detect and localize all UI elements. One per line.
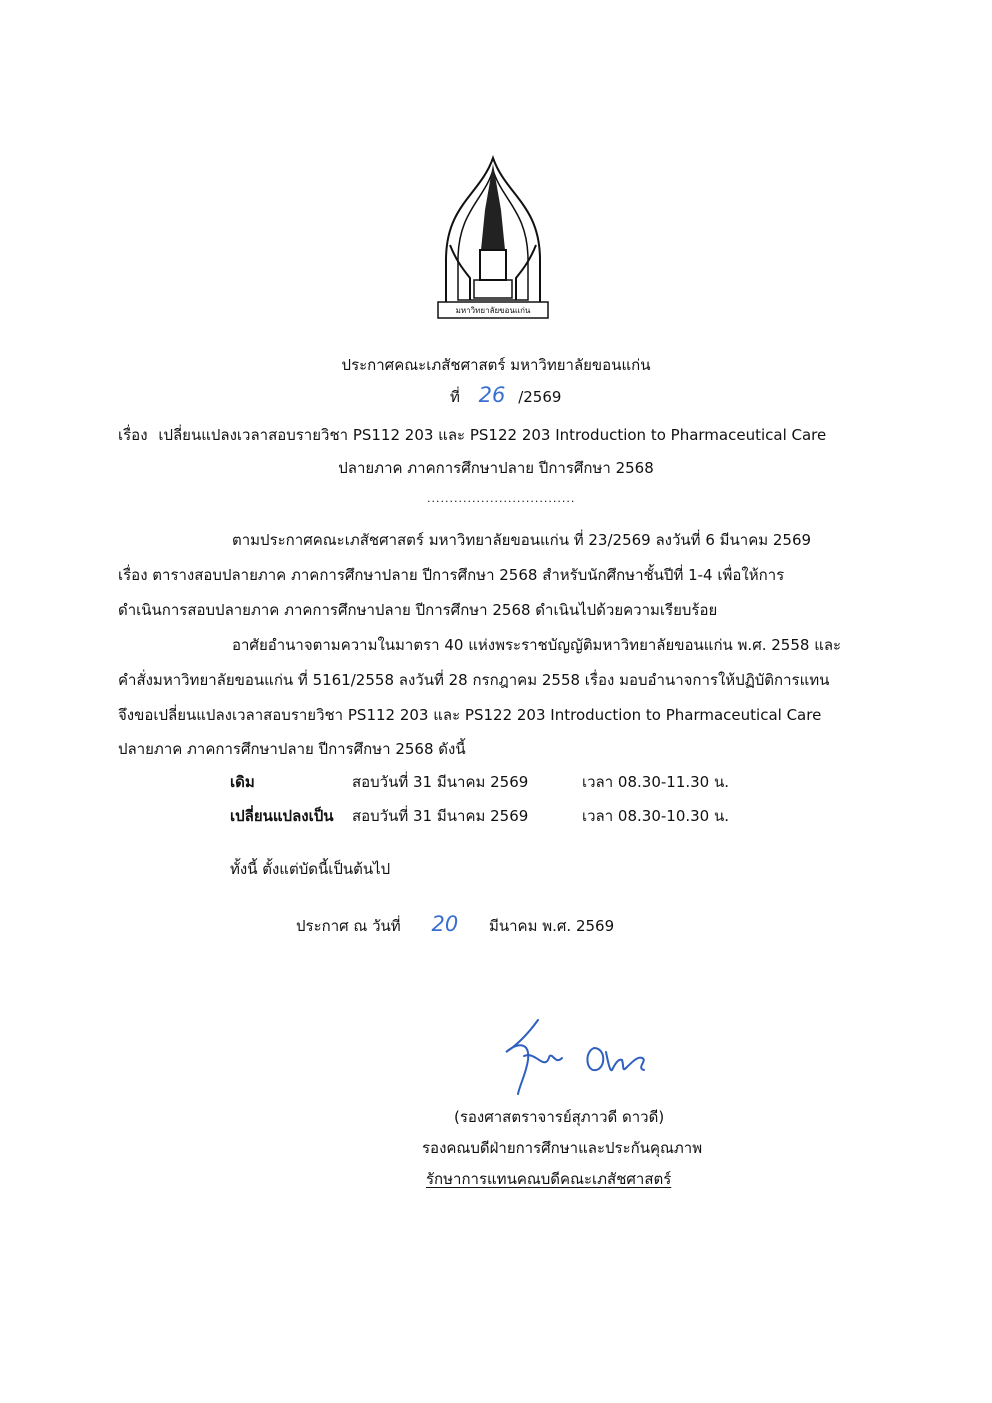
schedule-changed-date: สอบวันที่ 31 มีนาคม 2569 [352, 807, 529, 825]
paragraph-1-line-2: เรื่อง ตารางสอบปลายภาค ภาคการศึกษาปลาย ปีการศึกษา 2568 สำหรับนักศึกษาชั้นปีที่ 1-4 เพื่อให้การ [118, 566, 785, 584]
schedule-changed-time: เวลา 08.30-10.30 น. [582, 807, 730, 825]
subject-label: เรื่อง [118, 426, 148, 444]
number-suffix: /2569 [518, 388, 562, 406]
signatory-name: (รองศาสตราจารย์สุภาวดี ดาวดี) [454, 1108, 665, 1126]
handwritten-signature [498, 1012, 658, 1097]
subject-line-1 [118, 423, 826, 447]
subject-line-2: ปลายภาค ภาคการศึกษาปลาย ปีการศึกษา 2568 [338, 459, 654, 477]
subject-text: เปลี่ยนแปลงเวลาสอบรายวิชา PS112 203 และ PS122 203 Introduction to Pharmaceutical Care [158, 426, 827, 444]
paragraph-2-line-4: ปลายภาค ภาคการศึกษาปลาย ปีการศึกษา 2568 ดังนี้ [118, 740, 466, 758]
separator-dots: ................................. [427, 492, 576, 505]
announce-month-year: มีนาคม พ.ศ. 2569 [488, 917, 615, 935]
announcement-number [450, 383, 561, 409]
paragraph-1-line-1: ตามประกาศคณะเภสัชศาสตร์ มหาวิทยาลัยขอนแก่น ที่ 23/2569 ลงวันที่ 6 มีนาคม 2569 [232, 531, 812, 549]
paragraph-2-line-2: คำสั่งมหาวิทยาลัยขอนแก่น ที่ 5161/2558 ลงวันที่ 28 กรกฎาคม 2558 เรื่อง มอบอำนาจการให้ปฏิบัติการแทน [118, 671, 830, 689]
university-seal-emblem [436, 150, 550, 325]
schedule-original-date: สอบวันที่ 31 มีนาคม 2569 [352, 773, 529, 791]
signatory-position-1: รองคณบดีฝ่ายการศึกษาและประกันคุณภาพ [422, 1139, 703, 1157]
paragraph-2-line-1: อาศัยอำนาจตามความในมาตรา 40 แห่งพระราชบัญญัติมหาวิทยาลัยขอนแก่น พ.ศ. 2558 และ [232, 636, 842, 654]
paragraph-1-line-3: ดำเนินการสอบปลายภาค ภาคการศึกษาปลาย ปีการศึกษา 2568 ดำเนินไปด้วยความเรียบร้อย [118, 601, 718, 619]
announce-prefix: ประกาศ ณ วันที่ [296, 917, 401, 935]
effective-statement: ทั้งนี้ ตั้งแต่บัดนี้เป็นต้นไป [230, 860, 391, 878]
seal-ribbon-text: มหาวิทยาลัยขอนแก่น [455, 306, 531, 315]
university-seal [436, 150, 550, 325]
number-prefix: ที่ [450, 388, 460, 406]
schedule-original-time: เวลา 08.30-11.30 น. [582, 773, 730, 791]
announcement-date [296, 912, 614, 938]
schedule-changed-label: เปลี่ยนแปลงเป็น [230, 807, 334, 825]
paragraph-2-line-3: จึงขอเปลี่ยนแปลงเวลาสอบรายวิชา PS112 203 และ PS122 203 Introduction to Pharmaceutical Care [118, 706, 822, 724]
issuer-title: ประกาศคณะเภสัชศาสตร์ มหาวิทยาลัยขอนแก่น [341, 356, 651, 374]
handwritten-day: 20 [431, 912, 459, 936]
handwritten-number: 26 [478, 383, 506, 407]
schedule-original-label: เดิม [230, 773, 255, 791]
signatory-position-2: รักษาการแทนคณบดีคณะเภสัชศาสตร์ [426, 1170, 672, 1188]
